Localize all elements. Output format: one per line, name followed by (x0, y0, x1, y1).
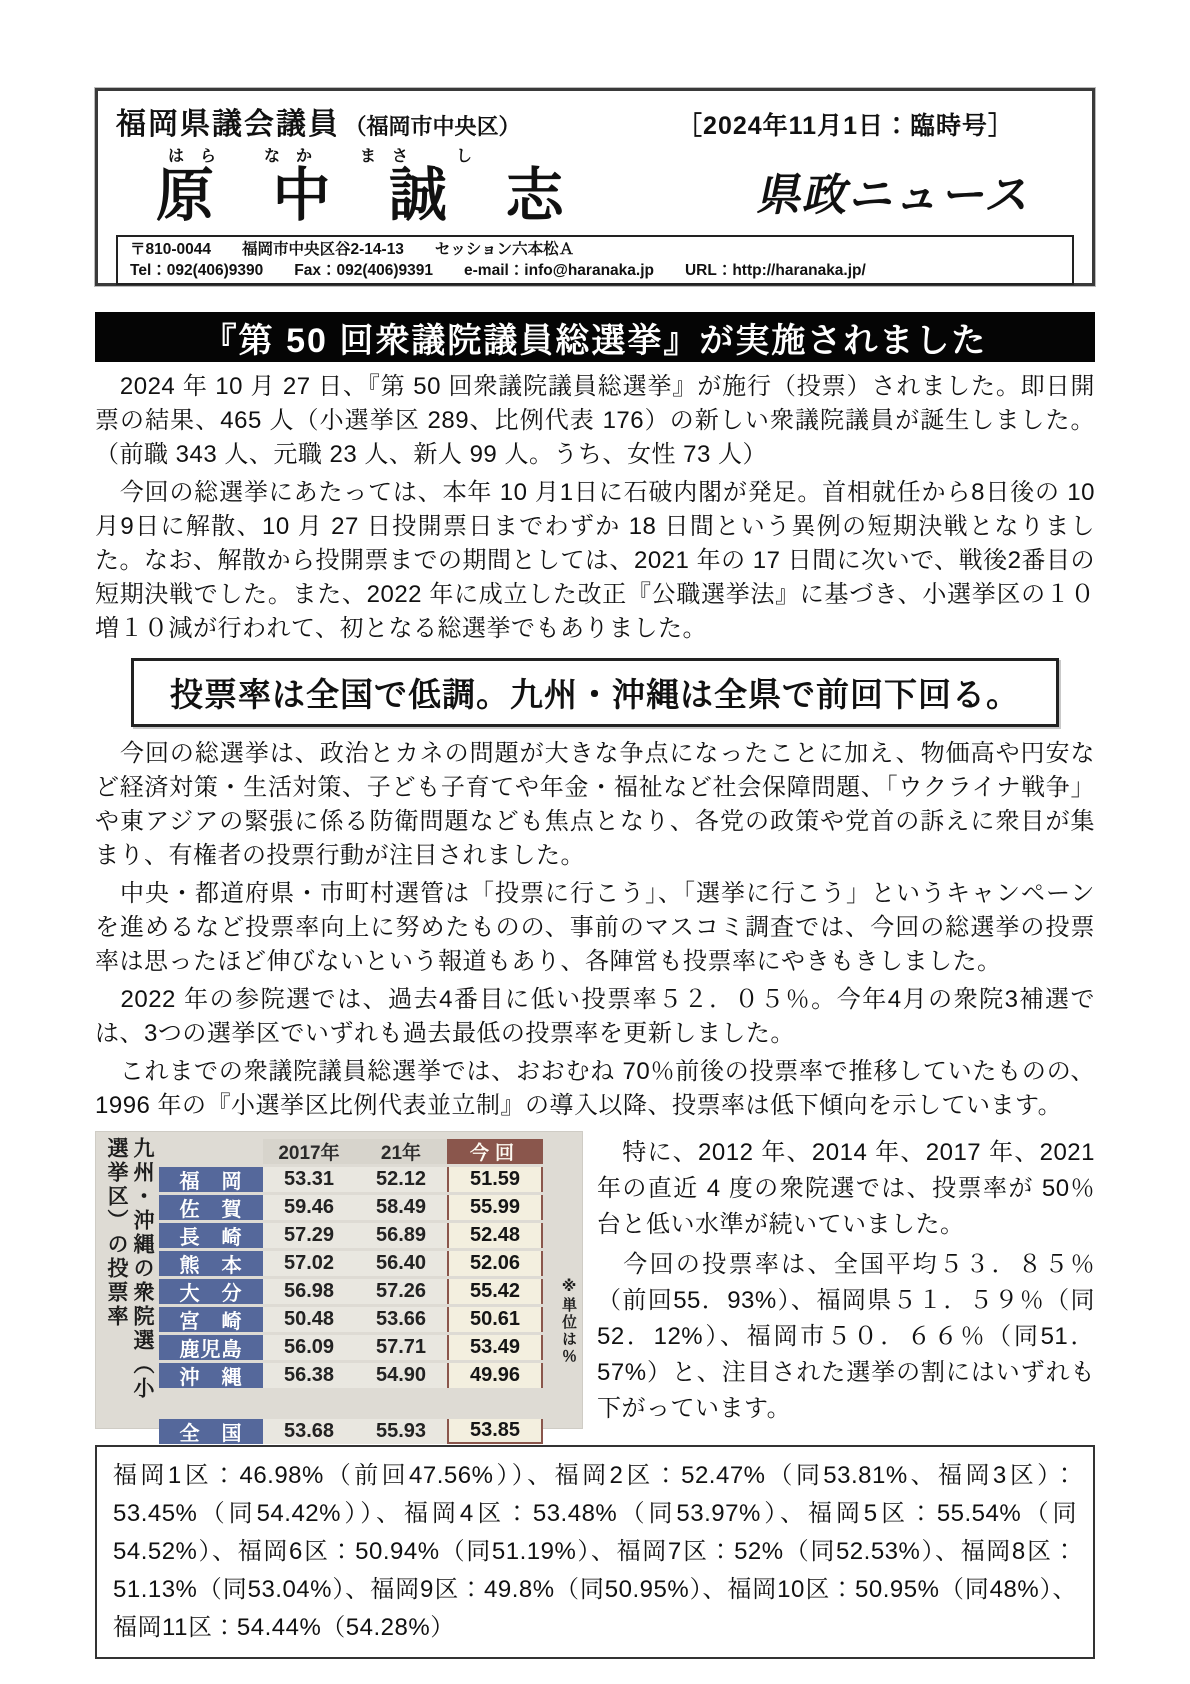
issue-date: ［2024年11月1日：臨時号］ (677, 112, 1014, 140)
member-title-group (116, 99, 520, 143)
cell-2021: 57.71 (355, 1335, 447, 1360)
row-header-prefecture: 福 岡 (159, 1167, 263, 1192)
row-header-prefecture: 佐 賀 (159, 1195, 263, 1220)
cell-2021-national: 55.93 (355, 1419, 447, 1444)
row-header-prefecture: 長 崎 (159, 1223, 263, 1248)
contact-box (116, 235, 1074, 285)
paragraph-election-result: 2024 年 10 月 27 日、『第 50 回衆議院議員総選挙』が施行（投票）されました。即日開票の結果、465 人（小選挙区 289、比例代表 176）の新しい衆議院議員が誕生しました。（前職 343 人、元職 23 人、新人 99 人。うち、女性 73 人） (95, 373, 1095, 468)
cell-current: 52.48 (447, 1223, 543, 1248)
cell-current: 51.59 (447, 1167, 543, 1192)
table-corner-cell (159, 1139, 263, 1164)
cell-2021: 54.90 (355, 1363, 447, 1388)
cell-2021: 52.12 (355, 1167, 447, 1192)
cell-2017: 57.29 (263, 1223, 355, 1248)
cell-current: 50.61 (447, 1307, 543, 1332)
cell-2021: 58.49 (355, 1195, 447, 1220)
subheadline-box: 投票率は全国で低調。九州・沖縄は全県で前回下回る。 (131, 658, 1059, 727)
cell-current: 49.96 (447, 1363, 543, 1388)
paragraph-current-turnout: 今回の投票率は、全国平均５３．８５％（前回55．93%）、福岡県５１．５９％（同52．12%）、福岡市５０．６６％（同51．57%）と、注目された選挙の割にはいずれも下がっています。 (597, 1251, 1095, 1422)
turnout-table (159, 1139, 556, 1445)
paragraph-2022-turnout: 2022 年の参院選では、過去4番目に低い投票率５２．０５％。今年4月の衆院3補選では、3つの選挙区でいずれも過去最低の投票率を更新しました。 (95, 986, 1095, 1047)
cell-2017: 56.98 (263, 1279, 355, 1304)
masthead-top-row (116, 99, 1074, 143)
paragraph-recent-elections: 特に、2012 年、2014 年、2017 年、2021 年の直近 4 度の衆院選では、投票率が 50％台と低い水準が続いていました。 (597, 1139, 1095, 1238)
column-header-current: 今回 (447, 1139, 543, 1164)
cell-2021: 53.66 (355, 1307, 447, 1332)
cell-2021: 57.26 (355, 1279, 447, 1304)
table-and-text-section (95, 1131, 1095, 1445)
cell-2021: 56.40 (355, 1251, 447, 1276)
turnout-table-clipping (95, 1131, 583, 1445)
row-header-prefecture: 沖 縄 (159, 1363, 263, 1388)
row-header-prefecture: 大 分 (159, 1279, 263, 1304)
member-title: 福岡県議会議員 (116, 108, 340, 141)
cell-2017: 50.48 (263, 1307, 355, 1332)
member-name: 原 中 誠 志 (156, 163, 586, 228)
paragraph-campaign: 中央・都道府県・市町村選管は「投票に行こう」、「選挙に行こう」というキャンペーンを進めるなど投票率向上に努めたものの、事前のマスコミ調査では、今回の総選挙の投票率は思ったほど伸びないという報道もあり、各陣営も投票率にやきもきしました。 (95, 880, 1095, 975)
cell-current: 52.06 (447, 1251, 543, 1276)
row-header-prefecture: 宮 崎 (159, 1307, 263, 1332)
row-header-national: 全 国 (159, 1419, 263, 1444)
paragraph-issues: 今回の総選挙は、政治とカネの問題が大きな争点になったことに加え、物価高や円安など経済対策・生活対策、子ども子育てや年金・福祉など社会保障問題、「ウクライナ戦争」や東アジアの緊張に係る防衛問題なども焦点となり、各党の政策や党首の訴えに衆目が集まり、有権者の投票行動が注目されました。 (95, 740, 1095, 869)
column-header-2017: 2017年 (263, 1139, 355, 1164)
cell-current: 55.99 (447, 1195, 543, 1220)
member-district: （福岡市中央区） (344, 114, 521, 139)
row-header-prefecture: 熊 本 (159, 1251, 263, 1276)
cell-2017: 56.09 (263, 1335, 355, 1360)
cell-2017: 59.46 (263, 1195, 355, 1220)
paragraph-election-schedule: 今回の総選挙にあたっては、本年 10 月1日に石破内閣が発足。首相就任から8日後の 10 月9日に解散、10 月 27 日投開票日までわずか 18 日間という異例の短期決戦となりました。なお、解散から投開票までの期間としては、2021 年の 17 日間に次いで、戦後2番目の短期決戦でした。また、2022 年に成立した改正『公職選挙法』に基づき、小選挙区の１０増１０減が行われて、初となる総選挙でもありました。 (95, 479, 1095, 642)
name-furigana: はら なか まさ し (168, 148, 489, 165)
address-line: 〒810-0044 福岡市中央区谷2-14-13 セッション六本松Ａ (130, 240, 575, 258)
table-row-separator (159, 1391, 543, 1394)
row-header-prefecture: 鹿児島 (159, 1335, 263, 1360)
cell-current-national: 53.85 (447, 1419, 543, 1444)
cell-2017: 53.31 (263, 1167, 355, 1192)
district-results-box (95, 1445, 1095, 1659)
column-header-2021: 21年 (355, 1139, 447, 1164)
member-name-block (156, 143, 586, 227)
paragraph-turnout-trend: これまでの衆議院議員総選挙では、おおむね 70％前後の投票率で推移していたものの、1996 年の『小選挙区比例代表並立制』の導入以降、投票率は低下傾向を示しています。 (95, 1058, 1095, 1119)
masthead-name-row (116, 143, 1074, 227)
cell-2017-national: 53.68 (263, 1419, 355, 1444)
cell-2017: 56.38 (263, 1363, 355, 1388)
district-results-text: 福岡1区：46.98%（前回47.56%））、福岡2区：52.47%（同53.81%、福岡3区）：53.45%（同54.42%））、福岡4区：53.48%（同53.97%）、福岡5区：55.54%（同54.52%）、福岡6区：50.94%（同51.19%）、福岡7区：52%（同52.53%）、福岡8区：51.13%（同53.04%）、福岡9区：49.8%（同50.95%）、福岡10区：50.95%（同48%）、福岡11区：54.44%（54.28%） (113, 1462, 1077, 1641)
contact-line: Tel：092(406)9390 Fax：092(406)9391 e-mail：info@haranaka.jp URL：http://haranaka.jp/ (130, 261, 866, 279)
cell-2017: 57.02 (263, 1251, 355, 1276)
table-caption-vertical: 九州・沖縄の衆院選（小選挙区）の投票率 (105, 1137, 154, 1401)
cell-current: 53.49 (447, 1335, 543, 1360)
cell-2021: 56.89 (355, 1223, 447, 1248)
newsletter-title: 県政ニュース (754, 170, 1039, 220)
masthead (95, 88, 1095, 286)
cell-current: 55.42 (447, 1279, 543, 1304)
unit-note: ※単位は％ (560, 1277, 577, 1365)
headline-banner: 『第 50 回衆議院議員総選挙』が実施されました (95, 312, 1095, 362)
right-text-column (597, 1131, 1095, 1429)
